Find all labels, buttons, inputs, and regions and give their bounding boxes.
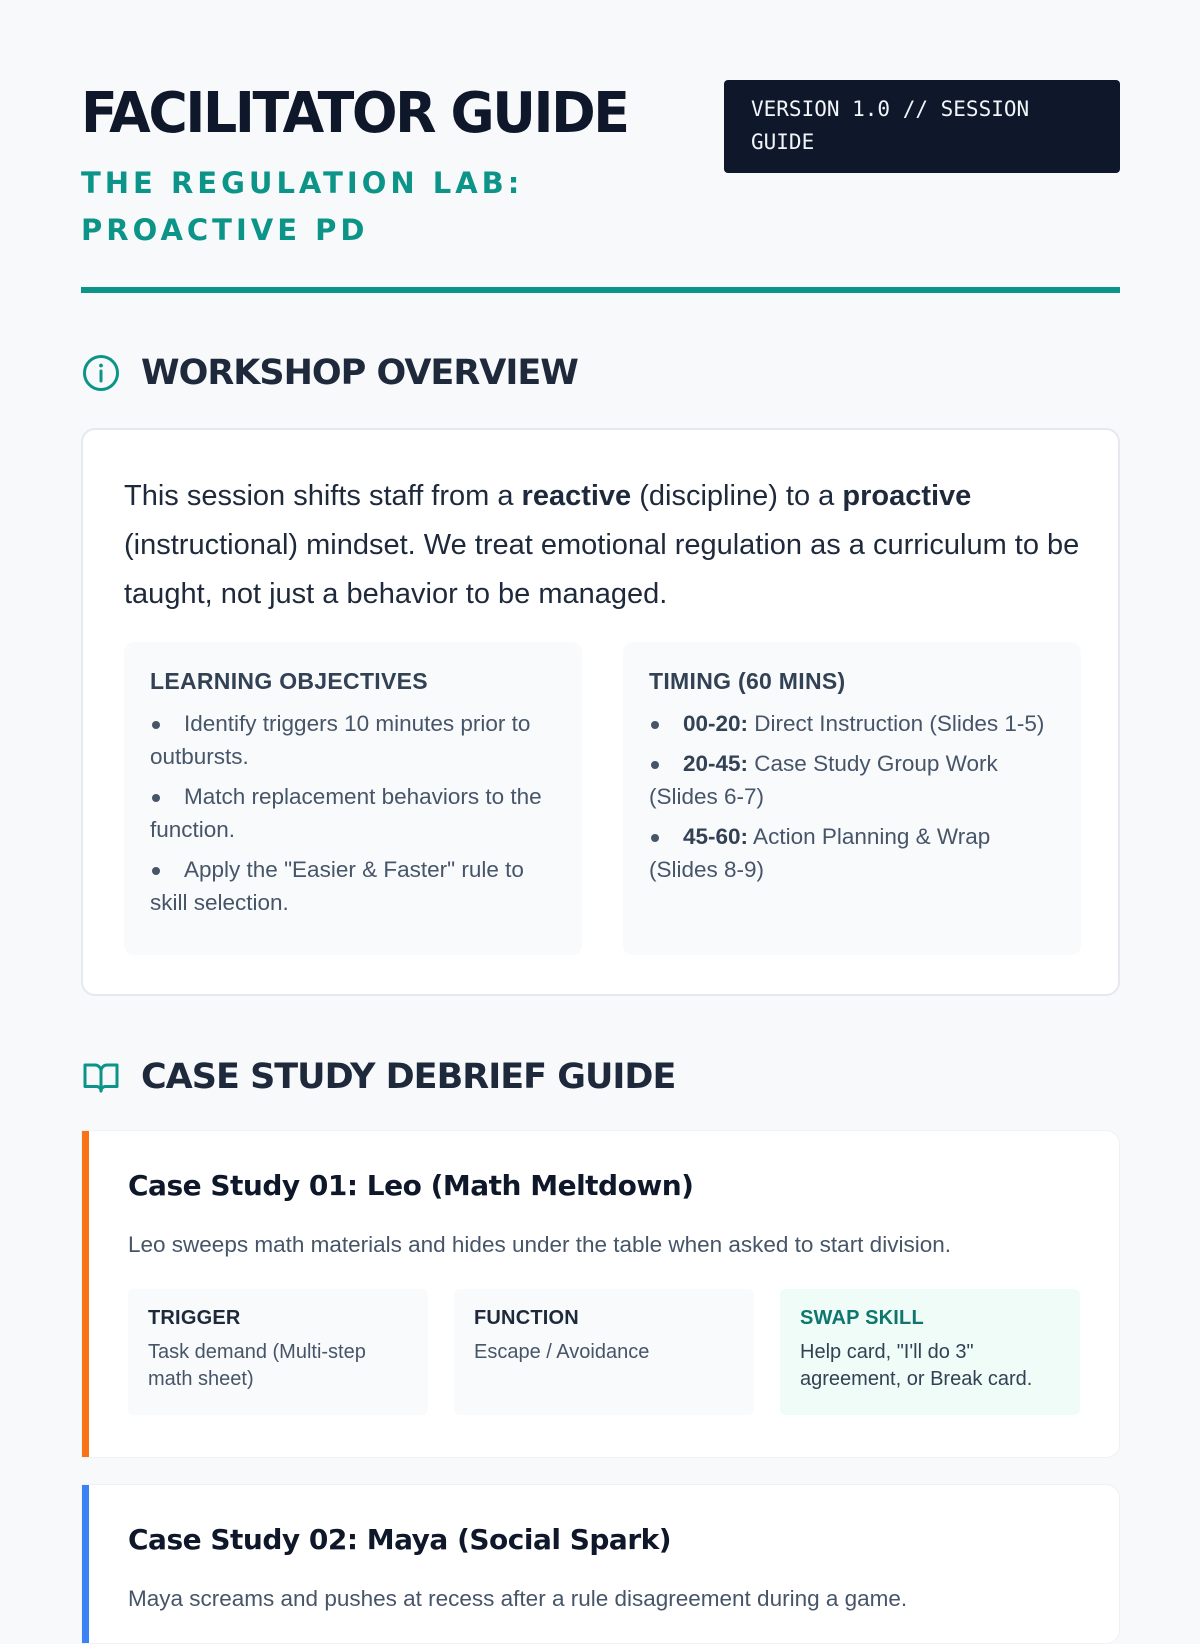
timing-title: TIMING (60 MINS) xyxy=(649,668,846,694)
function-box xyxy=(454,1289,754,1415)
case-title: Case Study 01: Leo (Math Meltdown) xyxy=(128,1169,694,1202)
timing-box xyxy=(623,642,1081,955)
trigger-label: TRIGGER xyxy=(148,1307,241,1329)
guide-header xyxy=(81,80,1120,295)
timing-activity: Case Study Group Work (Slides 6-7) xyxy=(649,751,998,809)
trigger-box xyxy=(128,1289,428,1415)
intro-bold-proactive: proactive xyxy=(842,480,972,512)
learning-objectives-box xyxy=(124,642,582,955)
subtitle-line-2: PROACTIVE PD xyxy=(81,213,369,247)
objectives-title: LEARNING OBJECTIVES xyxy=(150,668,428,694)
book-open-icon xyxy=(81,1057,121,1097)
timing-range: 45-60: xyxy=(683,824,749,849)
timing-list xyxy=(649,707,1055,886)
list-item: Identify triggers 10 minutes prior to outbursts. xyxy=(150,707,556,773)
header-divider xyxy=(81,287,1120,293)
timing-activity: Action Planning & Wrap (Slides 8-9) xyxy=(649,824,991,882)
info-icon xyxy=(81,353,121,393)
list-item xyxy=(649,820,1055,886)
list-item: Match replacement behaviors to the function. xyxy=(150,780,556,846)
swap-skill-label: SWAP SKILL xyxy=(800,1307,924,1329)
case-description: Maya screams and pushes at recess after a rule disagreement during a game. xyxy=(128,1586,908,1611)
objectives-list xyxy=(150,707,556,919)
version-badge xyxy=(724,80,1120,173)
version-line-2: GUIDE xyxy=(751,130,815,154)
intro-text-2: (discipline) to a xyxy=(631,480,843,512)
swap-skill-box xyxy=(780,1289,1080,1415)
case-accent-bar xyxy=(82,1131,89,1457)
overview-intro xyxy=(124,472,1084,619)
section-title: WORKSHOP OVERVIEW xyxy=(141,353,578,393)
list-item xyxy=(649,747,1055,813)
workshop-overview-card xyxy=(81,428,1120,996)
timing-activity: Direct Instruction (Slides 1-5) xyxy=(748,711,1045,736)
timing-range: 20-45: xyxy=(683,751,749,776)
trigger-value: Task demand (Multi-step math sheet) xyxy=(148,1341,366,1390)
case-study-card-maya xyxy=(81,1484,1120,1644)
swap-skill-value: Help card, "I'll do 3" agreement, or Break card. xyxy=(800,1341,1033,1390)
workshop-overview-heading xyxy=(81,348,578,398)
version-line-1: VERSION 1.0 // SESSION xyxy=(751,97,1030,121)
subtitle-line-1: THE REGULATION LAB: xyxy=(81,166,524,200)
intro-bold-reactive: reactive xyxy=(521,480,632,512)
intro-text-3: (instructional) mindset. We treat emotional regulation as a curriculum to be taught, not just a behavior to be managed. xyxy=(124,529,1080,610)
function-label: FUNCTION xyxy=(474,1307,579,1329)
list-item xyxy=(649,707,1055,740)
page-title: FACILITATOR GUIDE xyxy=(81,81,628,146)
intro-text-1: This session shifts staff from a xyxy=(124,480,522,512)
case-title: Case Study 02: Maya (Social Spark) xyxy=(128,1523,672,1556)
case-study-debrief-heading xyxy=(81,1052,675,1102)
function-value: Escape / Avoidance xyxy=(474,1341,650,1363)
case-description: Leo sweeps math materials and hides under the table when asked to start division. xyxy=(128,1232,951,1257)
list-item: Apply the "Easier & Faster" rule to skill selection. xyxy=(150,853,556,919)
case-accent-bar xyxy=(82,1485,89,1643)
page-subtitle xyxy=(81,160,523,254)
case-study-card-leo xyxy=(81,1130,1120,1458)
timing-range: 00-20: xyxy=(683,711,749,736)
section-title: CASE STUDY DEBRIEF GUIDE xyxy=(141,1057,676,1097)
